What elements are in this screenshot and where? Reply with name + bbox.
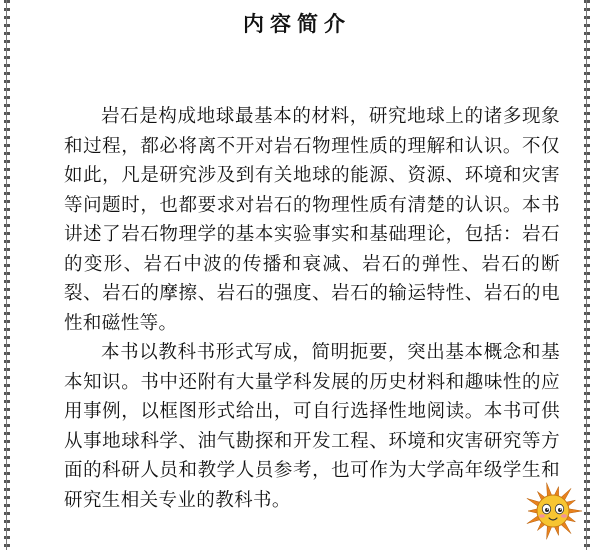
sun-face-icon [522,480,584,542]
page-border-right [584,0,590,550]
sun-ray [568,509,582,514]
summary-paragraph-2: 本书以教科书形式写成，简明扼要，突出基本概念和基本知识。书中还附有大量学科发展的历史材料和趣味性的应用事例，以框图形式给出，可自行选择性地阅读。本书可供从事地球科学、油气勘探和开发工程、环境和灾害研究等方面的科研人员和教学人员参考，也可作为大学高年级学生和研究生相关专业的教科书。 [64,342,560,511]
page-border-left [4,0,10,550]
summary-paragraph-1: 岩石是构成地球最基本的材料，研究地球上的诸多现象和过程，都必将离不开对岩石物理性质的理解和认识。不仅如此，凡是研究涉及到有关地球的能源、资源、环境和灾害等问题时，也都要求对岩石的物理性质有清楚的认识。本书讲述了岩石物理学的基本实验事实和基础理论，包括：岩石的变形、岩石中波的传播和衰减、岩石的弹性、岩石的断裂、岩石的摩擦、岩石的强度、岩石的输运特性、岩石的电性和磁性等。 [64,106,560,334]
summary-body [64,102,560,515]
page-title: 内容简介 [243,11,351,36]
